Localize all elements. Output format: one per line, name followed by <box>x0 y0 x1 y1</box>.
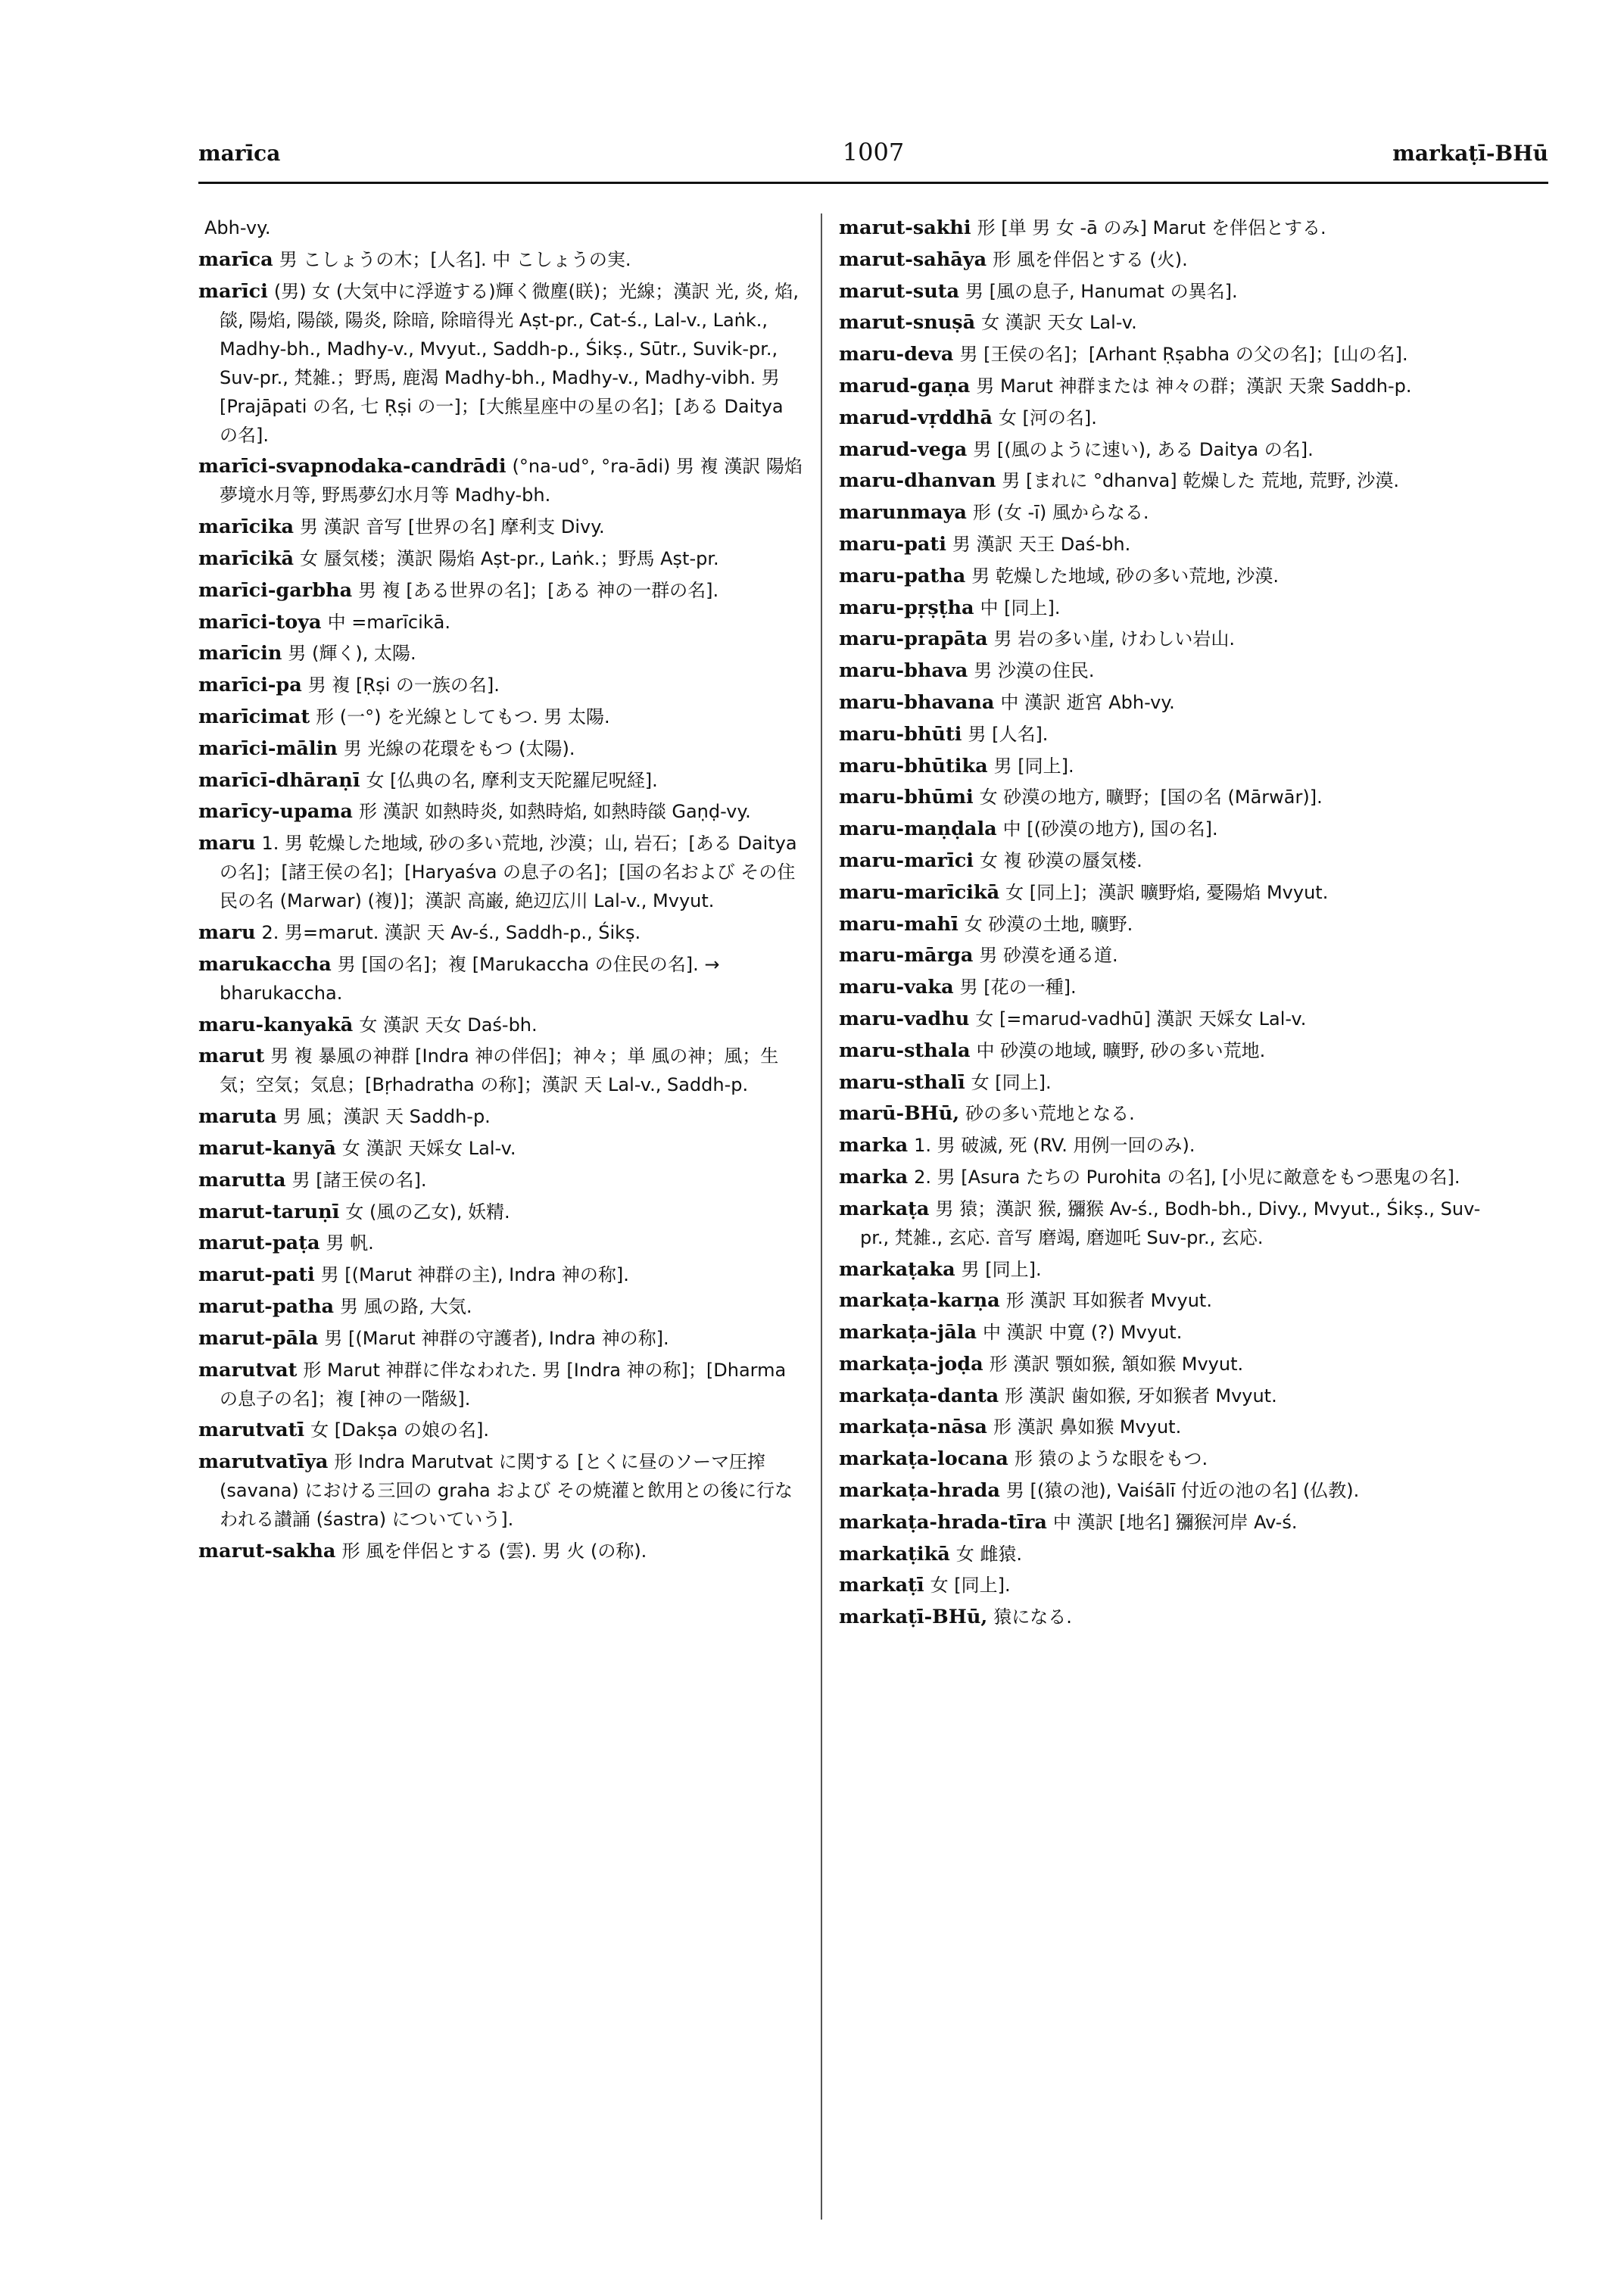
entry-definition: 形 [単 男 女 -ā のみ] Marut を伴侶とする. <box>977 217 1326 238</box>
dictionary-entry <box>839 783 1505 812</box>
entry-definition: 男 [王侯の名]；[Arhant Ṛṣabha の父の名]；[山の名]. <box>959 344 1408 366</box>
entry-headword: maru-mārga <box>839 944 974 967</box>
entry-definition: (°na-ud°, °ra-ādi) 男 複 漢訳 陽焰夢境水月等, 野馬夢幻水月等 Madhy-bh. <box>220 456 803 506</box>
dictionary-entry <box>839 1540 1505 1569</box>
dictionary-entry <box>839 1603 1505 1631</box>
dictionary-entry <box>839 1195 1505 1252</box>
dictionary-entry <box>839 878 1505 907</box>
entry-headword: maru-bhūtika <box>839 754 988 777</box>
dictionary-entry <box>198 245 804 274</box>
entry-headword: maru-dhanvan <box>839 469 996 493</box>
dictionary-entry <box>839 1571 1505 1600</box>
dictionary-entry <box>839 1476 1505 1505</box>
entry-headword: marut-suta <box>839 279 960 303</box>
entry-definition: 男 漢訳 音写 [世界の名] 摩利支 Divy. <box>300 516 605 538</box>
dictionary-entry <box>198 1229 804 1257</box>
entry-definition: 砂の多い荒地となる. <box>965 1103 1135 1125</box>
entry-headword: marīcimat <box>198 705 310 728</box>
dictionary-entry <box>198 608 804 637</box>
entry-definition: 女 [同上]. <box>930 1575 1011 1597</box>
entry-headword: marīcin <box>198 642 282 665</box>
entry-headword: marka <box>839 1134 909 1157</box>
dictionary-entry <box>839 625 1505 653</box>
dictionary-entry <box>839 941 1505 970</box>
entry-headword: marut-snuṣā <box>839 311 976 335</box>
entry-headword: markaṭa-locana <box>839 1447 1008 1471</box>
entry-definition: 男 Marut 神群または 神々の群；漢訳 天衆 Saddh-p. <box>976 375 1412 397</box>
entry-headword: markaṭī-BHū, <box>839 1606 988 1629</box>
entry-definition: 形 漢訳 鼻如猴 Mvyut. <box>993 1416 1182 1438</box>
dictionary-entry <box>839 973 1505 1002</box>
entry-headword: marīci-pa <box>198 674 302 697</box>
entry-headword: markaṭa-hrada <box>839 1479 1000 1503</box>
entry-headword: maruta <box>198 1105 277 1129</box>
entry-definition: 男 [風の息子, Hanumat の異名]. <box>965 280 1238 302</box>
header-rule <box>198 182 1548 184</box>
dictionary-entry <box>198 1134 804 1163</box>
entry-definition: 男 複 [Ṛṣi の一族の名]. <box>307 675 500 696</box>
dictionary-entry <box>839 1131 1505 1160</box>
dictionary-entry <box>198 452 804 509</box>
entry-definition: 中 漢訳 [地名] 獼猴河岸 Av-ś. <box>1052 1511 1298 1533</box>
dictionary-entry <box>198 576 804 605</box>
entry-definition: 男 光線の花環をもつ (太陽). <box>343 737 575 759</box>
entry-headword: marut-pāla <box>198 1326 319 1350</box>
entry-headword: marud-vega <box>839 438 968 461</box>
entry-headword: markaṭa-hrada-tīra <box>839 1510 1047 1534</box>
dictionary-entry <box>839 245 1505 274</box>
entry-definition: 女 [同上]；漢訳 曠野焰, 憂陽焰 Mvyut. <box>1005 881 1329 903</box>
entry-headword: marīca <box>198 248 273 271</box>
dictionary-entry <box>198 544 804 573</box>
dictionary-entry <box>839 752 1505 780</box>
entry-definition: 男 岩の多い崖, けわしい岩山. <box>993 628 1236 650</box>
entry-definition: 形 (女 -ī) 風からなる. <box>972 502 1149 524</box>
entry-definition: 女 砂漠の地方, 曠野；[国の名 (Mārwār)]. <box>979 787 1323 808</box>
entry-headword: marut <box>198 1045 265 1068</box>
entry-definition: Abh-vy. <box>204 217 271 238</box>
dictionary-entry <box>198 1260 804 1289</box>
entry-definition: 男 こしょうの木；[人名]. 中 こしょうの実. <box>279 248 631 270</box>
entry-headword: markaṭa <box>839 1197 930 1220</box>
dictionary-entry <box>839 403 1505 432</box>
entry-definition: 男 複 暴風の神群 [Indra 神の伴侶]；神々；単 風の神；風；生気；空気；気息；[Bṛhadratha の称]；漢訳 天 Lal-v., Saddh-p. <box>220 1045 779 1096</box>
entry-definition: 中 漢訳 中寛 (?) Mvyut. <box>982 1322 1183 1344</box>
entry-definition: 女 砂漠の土地, 曠野. <box>964 913 1133 935</box>
dictionary-entry <box>839 530 1505 559</box>
entry-headword: maru-sthalī <box>839 1070 965 1094</box>
dictionary-entry <box>839 562 1505 590</box>
dictionary-entry <box>839 1444 1505 1473</box>
entry-headword: marīcika <box>198 516 295 539</box>
entry-definition: 男 [諸王侯の名]. <box>291 1169 427 1191</box>
entry-headword: maru-prapāta <box>839 628 988 651</box>
entry-definition: 女 雌猿. <box>955 1543 1023 1565</box>
dictionary-entry <box>198 829 804 915</box>
entry-headword: marukaccha <box>198 952 332 976</box>
entry-headword: markaṭa-joḍa <box>839 1352 983 1375</box>
dictionary-entry <box>839 308 1505 337</box>
entry-definition: 女 [=marud-vadhū] 漢訳 天婇女 Lal-v. <box>975 1008 1307 1030</box>
dictionary-entry <box>839 1036 1505 1065</box>
dictionary-entry <box>839 340 1505 369</box>
entry-definition: 男 (輝く), 太陽. <box>288 643 416 665</box>
entry-definition: 男 乾燥した地域, 砂の多い荒地, 沙漠. <box>971 565 1280 587</box>
dictionary-entry <box>839 1382 1505 1410</box>
entry-definition: 形 (一°) を光線としてもつ. 男 太陽. <box>316 706 610 727</box>
entry-definition: 中 =marīcikā. <box>327 611 451 633</box>
entry-headword: maru-bhūti <box>839 722 962 746</box>
entry-headword: markaṭa-nāsa <box>839 1416 987 1439</box>
entry-definition: 男 [まれに °dhanva] 乾燥した 荒地, 荒野, 沙漠. <box>1002 470 1400 492</box>
entry-headword: marīci-garbha <box>198 578 353 602</box>
dictionary-entry <box>198 1356 804 1413</box>
entry-headword: marutvatī <box>198 1419 305 1442</box>
dictionary-entry <box>198 950 804 1008</box>
entry-headword: maru-pṛṣṭha <box>839 596 974 619</box>
entry-definition: 女 [仏典の名, 摩利支天陀羅尼呪経]. <box>366 769 658 791</box>
dictionary-entry <box>839 1005 1505 1033</box>
dictionary-entry <box>198 734 804 763</box>
dictionary-entry <box>839 372 1505 400</box>
entry-definition: 男 [同上]. <box>993 755 1074 777</box>
entry-headword: markaṭa-jāla <box>839 1321 977 1344</box>
entry-definition: 女 [同上]. <box>971 1071 1052 1093</box>
dictionary-entry <box>839 213 1505 242</box>
entry-definition: 2. 男=marut. 漢訳 天 Av-ś., Saddh-p., Śikṣ. <box>261 921 641 943</box>
dictionary-entry <box>839 466 1505 495</box>
entry-definition: 男 沙漠の住民. <box>974 660 1095 682</box>
entry-headword: marud-gaṇa <box>839 374 971 397</box>
entry-definition: 2. 男 [Asura たちの Purohita の名], [小児に敵意をもつ悪鬼の名]. <box>914 1166 1460 1188</box>
dictionary-entry <box>839 1255 1505 1284</box>
right-column <box>839 213 1505 1634</box>
entry-definition: 女 漢訳 天女 Daś-bh. <box>359 1014 538 1036</box>
entry-headword: maru-maṇḍala <box>839 818 997 841</box>
entry-headword: markaṭa-danta <box>839 1384 999 1407</box>
dictionary-entry <box>839 1163 1505 1192</box>
page-number: 1007 <box>842 138 905 167</box>
entry-definition: 男 [(Marut 神群の守護者), Indra 神の称]. <box>324 1327 669 1349</box>
entry-headword: maru-vaka <box>839 976 954 999</box>
entry-headword: maru-bhavana <box>839 690 995 714</box>
dictionary-entry <box>198 918 804 947</box>
entry-definition: 男 風の路, 大気. <box>340 1295 472 1317</box>
entry-headword: maru <box>198 921 256 944</box>
entry-headword: maru-bhūmi <box>839 786 974 809</box>
entry-headword: maru-sthala <box>839 1039 971 1062</box>
dictionary-entry <box>198 1102 804 1131</box>
entry-headword: maru-kanyakā <box>198 1013 354 1036</box>
dictionary-entry <box>198 1416 804 1444</box>
dictionary-entry <box>198 1166 804 1195</box>
entry-definition: 形 漢訳 顎如猴, 頷如猴 Mvyut. <box>989 1353 1244 1375</box>
entry-definition: 女 複 砂漠の蜃気楼. <box>979 849 1142 871</box>
entry-definition: 男 [(風のように速い), ある Daitya の名]. <box>973 438 1314 460</box>
dictionary-entry <box>839 720 1505 749</box>
entry-definition: 形 漢訳 耳如猴者 Mvyut. <box>1005 1290 1212 1312</box>
dictionary-entry <box>198 1537 804 1566</box>
entry-headword: marīci-svapnodaka-candrādi <box>198 455 507 478</box>
entry-headword: marut-sakhi <box>839 217 971 239</box>
entry-headword: marut-taruṇī <box>198 1200 340 1223</box>
entry-headword: marut-sahāya <box>839 248 987 271</box>
entry-headword: maru-vadhu <box>839 1007 970 1030</box>
entry-definition: 男 砂漠を通る道. <box>979 945 1118 967</box>
entry-headword: marut-sakha <box>198 1539 336 1562</box>
dictionary-entry <box>198 671 804 699</box>
entry-definition: 男 漢訳 天王 Daś-bh. <box>952 533 1131 555</box>
entry-headword: marū-BHū, <box>839 1102 960 1126</box>
entry-headword: marutvatīya <box>198 1450 329 1474</box>
dictionary-entry <box>839 435 1505 464</box>
entry-definition: 男 [同上]. <box>961 1258 1042 1280</box>
entry-headword: marunmaya <box>839 501 967 525</box>
entry-definition: 形 猿のような眼をもつ. <box>1014 1448 1208 1470</box>
entry-definition: 中 砂漠の地域, 曠野, 砂の多い荒地. <box>976 1039 1266 1061</box>
entry-definition: 女 [河の名]. <box>998 407 1097 428</box>
entry-headword: maru-marīcikā <box>839 880 1000 904</box>
dictionary-entry <box>198 1324 804 1353</box>
entry-definition: 形 Marut 神群に伴なわれた. 男 [Indra 神の称]；[Dharma の息子の名]；複 [神の一階級]. <box>220 1359 787 1410</box>
dictionary-entry <box>198 1198 804 1226</box>
dictionary-entry <box>198 213 804 242</box>
entry-headword: maru-deva <box>839 343 954 366</box>
dictionary-entry <box>198 639 804 668</box>
entry-headword: markaṭaka <box>839 1257 955 1281</box>
entry-headword: marīcī-dhāraṇī <box>198 768 360 792</box>
entry-headword: marīcy-upama <box>198 800 353 824</box>
dictionary-entry <box>839 1508 1505 1537</box>
entry-definition: 猿になる. <box>993 1606 1072 1628</box>
entry-headword: marīci-toya <box>198 610 322 634</box>
dictionary-entry <box>198 703 804 731</box>
entry-definition: 男 [(Marut 神群の主), Indra 神の称]. <box>320 1264 629 1286</box>
entry-definition: 女 (風の乙女), 妖精. <box>345 1201 510 1223</box>
entry-definition: 中 [(砂漠の地方), 国の名]. <box>1002 818 1218 840</box>
entry-headword: marīci <box>198 279 268 303</box>
entry-definition: 男 猿；漢訳 猴, 獼猴 Av-ś., Bodh-bh., Divy., Mvyut., Śikṣ., Suv-pr., 梵雑., 玄応. 音写 磨竭, 磨迦吒 Suv-pr., 玄応. <box>860 1198 1481 1248</box>
entry-definition: 女 [Dakṣa の娘の名]. <box>310 1419 489 1441</box>
header-left-guideword: marīca <box>198 141 281 166</box>
entry-definition: 形 漢訳 歯如猴, 牙如猴者 Mvyut. <box>1005 1385 1277 1407</box>
entry-definition: 形 漢訳 如熱時炎, 如熱時焰, 如熱時燄 Gaṇḍ-vy. <box>358 801 751 823</box>
entry-headword: marutvat <box>198 1358 298 1382</box>
dictionary-entry <box>839 1413 1505 1441</box>
entry-headword: maru-pati <box>839 532 946 556</box>
entry-headword: maru-mahī <box>839 912 959 936</box>
dictionary-entry <box>198 1011 804 1039</box>
entry-headword: maru-patha <box>839 564 966 587</box>
entry-definition: 中 [同上]. <box>980 597 1061 618</box>
dictionary-entry <box>839 1350 1505 1379</box>
dictionary-entry <box>839 910 1505 939</box>
entry-definition: 男 [(猿の池), Vaiśālī 付近の池の名] (仏教). <box>1005 1480 1360 1502</box>
dictionary-entry <box>839 277 1505 306</box>
entry-definition: 1. 男 破滅, 死 (RV. 用例一回のみ). <box>914 1135 1195 1157</box>
entry-headword: marīcikā <box>198 547 295 570</box>
entry-definition: 女 漢訳 天女 Lal-v. <box>981 312 1137 334</box>
entry-definition: 女 蜃気楼；漢訳 陽焰 Aṣt-pr., Laṅk.；野馬 Aṣt-pr. <box>300 547 719 569</box>
entry-headword: marut-pati <box>198 1263 315 1287</box>
dictionary-entry <box>198 766 804 795</box>
entry-headword: marut-patha <box>198 1294 335 1318</box>
entry-headword: marut-paṭa <box>198 1232 320 1255</box>
entry-definition: 男 複 [ある世界の名]；[ある 神の一群の名]. <box>358 579 719 601</box>
entry-definition: 中 漢訳 逝宮 Abh-vy. <box>1000 691 1175 713</box>
dictionary-entry <box>198 512 804 541</box>
entry-definition: 形 風を伴侶とする (雲). 男 火 (の称). <box>341 1540 647 1562</box>
entry-headword: marīci-mālin <box>198 737 338 760</box>
entry-definition: 男 [人名]. <box>968 723 1049 745</box>
entry-definition: 男 風；漢訳 天 Saddh-p. <box>282 1106 491 1128</box>
dictionary-entry <box>198 797 804 826</box>
dictionary-entry <box>839 656 1505 685</box>
entry-headword: markaṭikā <box>839 1542 950 1566</box>
header-right-guideword: markaṭī-BHū <box>1392 141 1548 166</box>
left-column <box>198 213 804 1569</box>
entry-definition: (男) 女 (大気中に浮遊する)輝く微塵(眹)；光線；漢訳 光, 炎, 焰, 燄, 陽焰, 陽燄, 陽炎, 除暗, 除暗得光 Aṣt-pr., Cat-ś., Lal-v., Laṅk., Madhy-bh., Madhy-v., Mvyut., Saddh-p., Śikṣ., Sūtr., Suvik-pr., Suv-pr., 梵雑.；野馬, 鹿渴 Madhy-bh., Madhy-v., Madhy-vibh. 男 [Prajāpati の名, 七 Ṛṣi の一]；[大熊星座中の星の名]；[ある Daitya の名]. <box>220 280 800 446</box>
entry-definition: 形 風を伴侶とする (火). <box>993 248 1188 270</box>
entry-headword: marut-kanyā <box>198 1136 336 1160</box>
dictionary-entry <box>839 688 1505 717</box>
dictionary-entry <box>839 1286 1505 1315</box>
page-header <box>198 138 1548 183</box>
dictionary-entry <box>839 594 1505 622</box>
dictionary-entry <box>839 498 1505 527</box>
entry-headword: marud-vṛddhā <box>839 406 993 429</box>
dictionary-entry <box>839 1068 1505 1097</box>
entry-headword: markaṭa-karṇa <box>839 1289 1000 1313</box>
dictionary-entry <box>839 1318 1505 1347</box>
column-divider <box>821 213 822 2220</box>
dictionary-entry <box>198 1042 804 1099</box>
entry-definition: 男 帆. <box>326 1232 374 1254</box>
dictionary-entry <box>198 1447 804 1534</box>
entry-definition: 形 Indra Marutvat に関する [とくに昼のソーマ圧搾 (savana) における三回の graha および その焼灌と飲用との後に行なわれる讃誦 (śastra) についていう]. <box>220 1451 793 1531</box>
entry-headword: marka <box>839 1165 909 1189</box>
entry-definition: 男 [花の一種]. <box>959 977 1077 999</box>
entry-headword: maru-bhava <box>839 659 968 683</box>
entry-headword: maru-marīci <box>839 849 974 872</box>
entry-headword: maru <box>198 832 256 855</box>
dictionary-entry <box>839 815 1505 843</box>
dictionary-entry <box>839 1099 1505 1128</box>
entry-definition: 1. 男 乾燥した地域, 砂の多い荒地, 沙漠；山, 岩石；[ある Daitya の名]；[諸王侯の名]；[Haryaśva の息子の名]；[国の名および その住民の名 (Marwar) (複)]；漢訳 高巌, 絶辺広川 Lal-v., Mvyut. <box>220 833 797 912</box>
entry-definition: 男 [国の名]；複 [Marukaccha の住民の名]. → bharukaccha. <box>220 953 720 1004</box>
entry-definition: 女 漢訳 天婇女 Lal-v. <box>341 1137 516 1159</box>
entry-headword: markaṭī <box>839 1574 924 1597</box>
dictionary-entry <box>198 1292 804 1321</box>
dictionary-entry <box>839 846 1505 875</box>
dictionary-entry <box>198 277 804 450</box>
entry-headword: marutta <box>198 1168 286 1192</box>
